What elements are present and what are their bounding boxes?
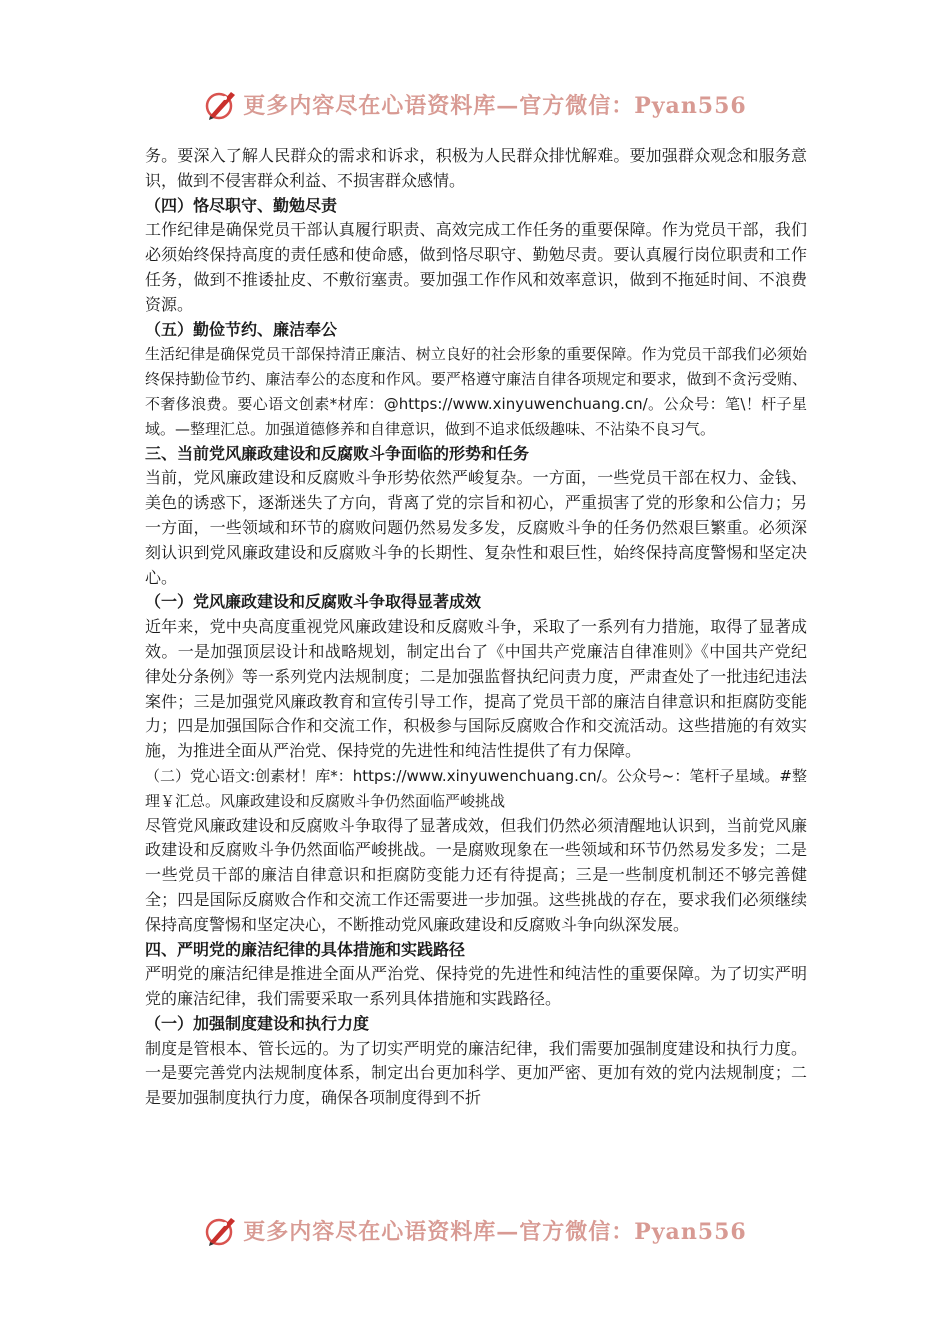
document-body <box>145 144 807 1111</box>
header-watermark-banner <box>0 84 950 124</box>
section-heading: （一）加强制度建设和执行力度 <box>145 1013 370 1033</box>
paragraph: 近年来，党中央高度重视党风廉政建设和反腐败斗争，采取了一系列有力措施，取得了显著成效。一是加强顶层设计和战略规划，制定出台了《中国共产党廉洁自律准则》《中国共产党纪律处分条例》等一系列党内法规制度；二是加强监督执纪问责力度，严肃查处了一批违纪违法案件；三是加强党风廉政教育和宣传引导工作，提高了党员干部的廉洁自律意识和拒腐防变能力；四是加强国际合作和交流工作，积极参与国际反腐败合作和交流活动。这些措施的有效实施，为推进全面从严治党、保持党的先进性和纯洁性提供了有力保障。 <box>145 617 807 761</box>
paragraph: 严明党的廉洁纪律是推进全面从严治党、保持党的先进性和纯洁性的重要保障。为了切实严明党的廉洁纪律，我们需要采取一系列具体措施和实践路径。 <box>145 964 807 1009</box>
footer-watermark-banner <box>0 1210 950 1250</box>
section-heading: （一）党风廉政建设和反腐败斗争取得显著成效 <box>145 592 482 612</box>
paragraph: 制度是管根本、管长远的。为了切实严明党的廉洁纪律，我们需要加强制度建设和执行力度。一是要完善党内法规制度体系，制定出台更加科学、更加严密、更加有效的党内法规制度；二是要加强制度执行力度，确保各项制度得到不折 <box>145 1038 807 1108</box>
banner-text: 更多内容尽在心语资料库—官方微信：Pyan556 <box>243 1218 747 1245</box>
pen-logo-icon <box>203 86 239 122</box>
pen-logo-icon <box>203 1212 239 1248</box>
paragraph: 尽管党风廉政建设和反腐败斗争取得了显著成效，但我们仍然必须清醒地认识到，当前党风廉政建设和反腐败斗争仍然面临严峻挑战。一是腐败现象在一些领域和环节仍然易发多发；二是一些党员干部的廉洁自律意识和拒腐防变能力还有待提高；三是一些制度机制还不够完善健全；四是国际反腐败合作和交流工作还需要进一步加强。这些挑战的存在，要求我们必须继续保持高度警惕和坚定决心，不断推动党风廉政建设和反腐败斗争向纵深发展。 <box>145 815 807 934</box>
paragraph: 工作纪律是确保党员干部认真履行职责、高效完成工作任务的重要保障。作为党员干部，我们必须始终保持高度的责任感和使命感，做到恪尽职守、勤勉尽责。要认真履行岗位职责和工作任务，做到不推诿扯皮、不敷衍塞责。要加强工作作风和效率意识，做到不拖延时间、不浪费资源。 <box>145 220 807 314</box>
section-heading: 三、当前党风廉政建设和反腐败斗争面临的形势和任务 <box>145 443 530 463</box>
paragraph: （二）党心语文:创素材！库*：https://www.xinyuwenchuang.cn/。公众号~：笔杆子星域。#整理￥汇总。风廉政建设和反腐败斗争仍然面临严峻挑战 <box>145 766 807 810</box>
section-heading: （五）勤俭节约、廉洁奉公 <box>145 319 338 339</box>
section-heading: 四、严明党的廉洁纪律的具体措施和实践路径 <box>145 939 466 959</box>
paragraph: 务。要深入了解人民群众的需求和诉求，积极为人民群众排忧解难。要加强群众观念和服务意识，做到不侵害群众利益、不损害群众感情。 <box>145 146 807 190</box>
paragraph: 当前，党风廉政建设和反腐败斗争形势依然严峻复杂。一方面，一些党员干部在权力、金钱、美色的诱惑下，逐渐迷失了方向，背离了党的宗旨和初心，严重损害了党的形象和公信力；另一方面，一些领域和环节的腐败问题仍然易发多发，反腐败斗争的任务仍然艰巨繁重。必须深刻认识到党风廉政建设和反腐败斗争的长期性、复杂性和艰巨性，始终保持高度警惕和坚定决心。 <box>145 468 807 587</box>
banner-text: 更多内容尽在心语资料库—官方微信：Pyan556 <box>243 92 747 119</box>
paragraph: 生活纪律是确保党员干部保持清正廉洁、树立良好的社会形象的重要保障。作为党员干部我们必须始终保持勤俭节约、廉洁奉公的态度和作风。要严格遵守廉洁自律各项规定和要求，做到不贪污受贿、不奢侈浪费。要心语文创素*材库：@https://www.xinyuwenchuang.cn/。公众号：笔\！杆子星域。—整理汇总。加强道德修养和自律意识，做到不追求低级趣味、不沾染不良习气。 <box>145 345 807 438</box>
section-heading: （四）恪尽职守、勤勉尽责 <box>145 195 338 215</box>
